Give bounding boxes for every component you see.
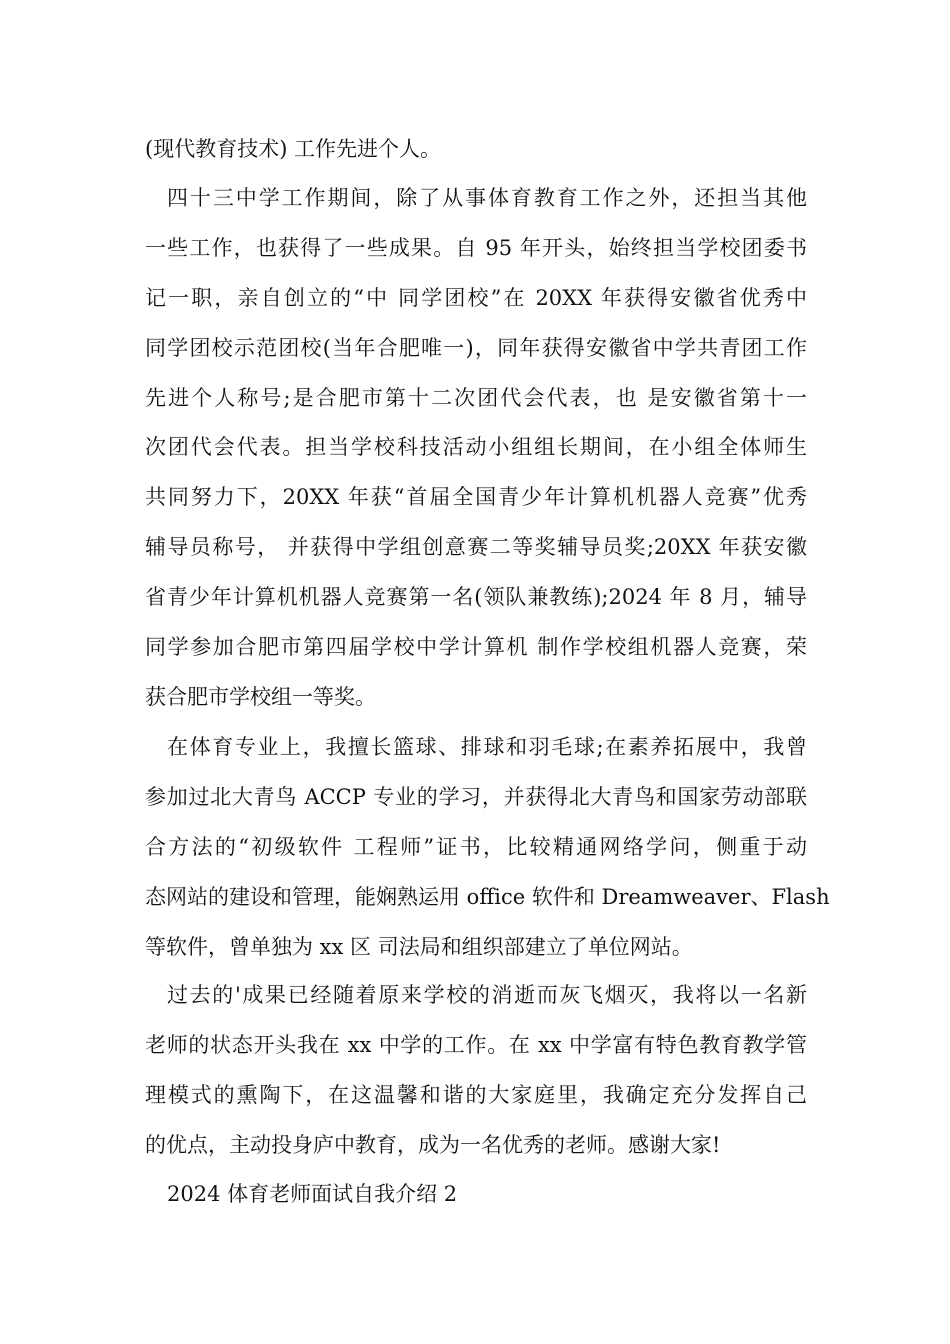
text-line: 老师的状态开头我在 xx 中学的工作。在 xx 中学富有特色教育教学管 [145,1032,807,1057]
text-line: (现代教育技术) 工作先进个人。 [145,137,442,161]
text-line: 记一职，亲自创立的“中 同学团校”在 20XX 年获得安徽省优秀中 [145,285,807,310]
text-line: 过去的'成果已经随着原来学校的消逝而灰飞烟灭，我将以一名新 [167,983,807,1007]
text-line: 次团代会代表。担当学校科技活动小组组长期间，在小组全体师生 [145,435,807,460]
text-line: 一些工作，也获得了一些成果。自 95 年开头，始终担当学校团委书 [145,235,807,260]
text-line: 理模式的熏陶下，在这温馨和谐的大家庭里，我确定充分发挥自己 [145,1082,807,1107]
text-line: 同学团校示范团校(当年合肥唯一)，同年获得安徽省中学共青团工作 [145,335,807,360]
text-line: 同学参加合肥市第四届学校中学计算机 制作学校组机器人竞赛，荣 [145,635,807,660]
text-line: 态网站的建设和管理，能娴熟运用 office 软件和 Dreamweaver、Flash [145,884,830,909]
text-line: 等软件，曾单独为 xx 区 司法局和组织部建立了单位网站。 [145,934,693,959]
text-line: 获合肥市学校组一等奖。 [145,684,376,709]
section-title: 2024 体育老师面试自我介绍 2 [167,1182,458,1206]
text-line: 四十三中学工作期间，除了从事体育教育工作之外，还担当其他 [167,186,807,210]
text-line: 先进个人称号;是合肥市第十二次团代会代表，也 是安徽省第十一 [145,385,807,410]
text-line: 在体育专业上，我擅长篮球、排球和羽毛球;在素养拓展中，我曾 [167,735,807,759]
paragraph-professional-skills [145,723,830,972]
paragraph-conclusion [145,971,807,1171]
section-heading [145,1170,807,1220]
text-line: 的优点，主动投身庐中教育，成为一名优秀的老师。感谢大家! [145,1132,721,1157]
text-line: 共同努力下，20XX 年获“首届全国青少年计算机机器人竞赛”优秀 [145,485,807,510]
text-line: 合方法的“初级软件 工程师”证书，比较精通网络学问，侧重于动 [145,834,807,859]
paragraph-continuation [145,125,807,175]
text-line: 省青少年计算机机器人竞赛第一名(领队兼教练);2024 年 8 月，辅导 [145,585,807,610]
text-line: 辅导员称号， 并获得中学组创意赛二等奖辅导员奖;20XX 年获安徽 [145,535,807,560]
text-line: 参加过北大青鸟 ACCP 专业的学习，并获得北大青鸟和国家劳动部联 [145,784,807,809]
paragraph-work-achievements [145,174,807,723]
